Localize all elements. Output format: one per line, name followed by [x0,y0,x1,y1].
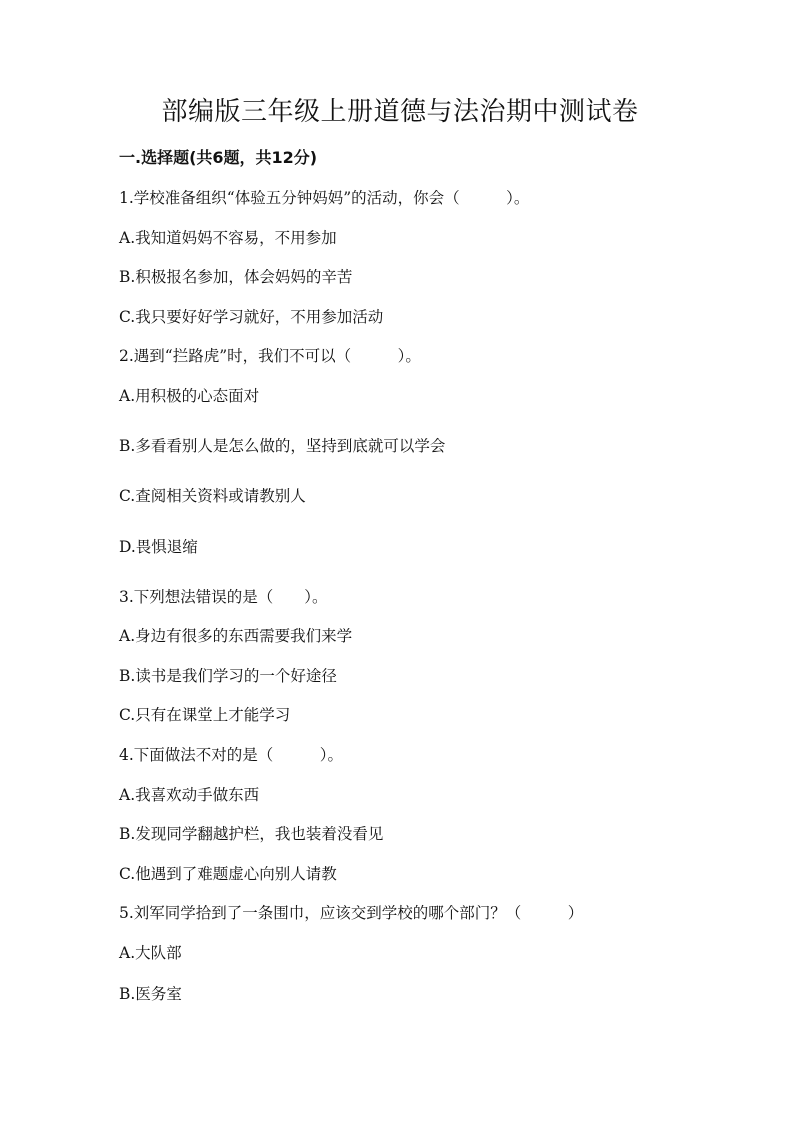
question-3-option-c: C.只有在课堂上才能学习 [119,706,291,724]
question-4-option-c: C.他遇到了难题虚心向别人请教 [119,865,337,883]
question-2-stem: 2.遇到“拦路虎”时，我们不可以（ ）。 [119,347,421,365]
question-4-stem: 4.下面做法不对的是（ ）。 [119,746,344,764]
question-2-option-d: D.畏惧退缩 [119,538,198,556]
question-1-stem: 1.学校准备组织“体验五分钟妈妈”的活动，你会（ ）。 [119,189,530,207]
question-4-option-b: B.发现同学翻越护栏，我也装着没看见 [119,825,384,843]
question-2-option-b: B.多看看别人是怎么做的，坚持到底就可以学会 [119,437,446,455]
question-5-option-b: B.医务室 [119,985,182,1003]
question-2-option-c: C.查阅相关资料或请教别人 [119,487,306,505]
question-1-option-a: A.我知道妈妈不容易，不用参加 [119,229,337,247]
question-3-stem: 3.下列想法错误的是（ ）。 [119,588,328,606]
question-1-option-c: C.我只要好好学习就好，不用参加活动 [119,308,384,326]
section-heading: 一.选择题(共6题，共12分) [119,148,318,167]
question-4-option-a: A.我喜欢动手做东西 [119,786,260,804]
page-title: 部编版三年级上册道德与法治期中测试卷 [161,97,639,127]
question-3-option-b: B.读书是我们学习的一个好途径 [119,667,337,685]
question-3-option-a: A.身边有很多的东西需要我们来学 [119,627,353,645]
question-5-stem: 5.刘军同学拾到了一条围巾，应该交到学校的哪个部门？（ ） [119,904,584,922]
question-5-option-a: A.大队部 [119,944,182,962]
question-2-option-a: A.用积极的心态面对 [119,387,260,405]
question-1-option-b: B.积极报名参加，体会妈妈的辛苦 [119,268,353,286]
